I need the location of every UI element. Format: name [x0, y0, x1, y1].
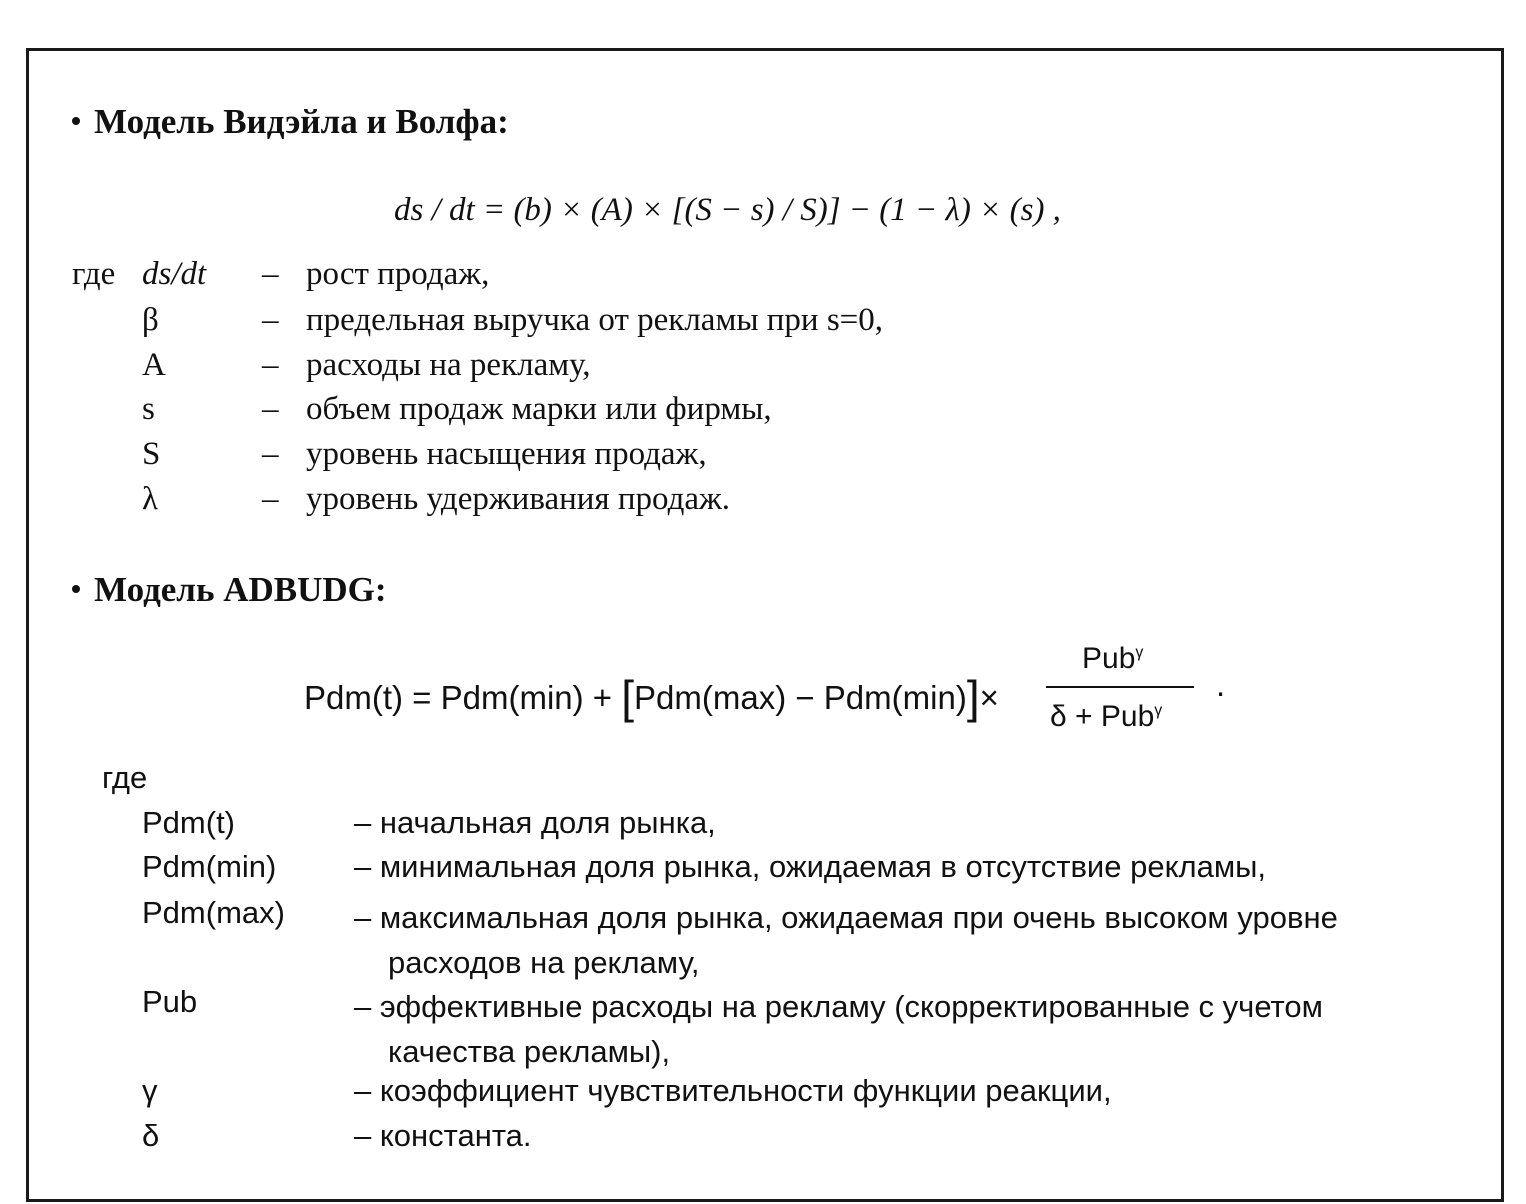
- bracket-content: Pdm(max) − Pdm(min): [634, 679, 967, 716]
- fraction-numerator: [1082, 642, 1143, 676]
- def-text-line: – коэффициент чувствительности функции реакции,: [354, 1073, 1112, 1108]
- def-text: [354, 849, 1266, 885]
- def-text: уровень насыщения продаж,: [306, 436, 707, 472]
- def-text: [354, 984, 1323, 1074]
- def-dash: –: [262, 391, 279, 427]
- fraction-denominator: [1050, 700, 1162, 734]
- fraction-line: [1046, 686, 1194, 688]
- formula-lhs: Pdm(t) = Pdm(min) +: [304, 679, 613, 716]
- def-text: [354, 805, 716, 841]
- def-symbol: Pdm(min): [142, 849, 277, 884]
- section1-where-label: где: [72, 256, 116, 292]
- section2-heading: [72, 570, 387, 610]
- formula-end-mark: .: [1216, 666, 1226, 703]
- def-symbol: Pub: [142, 984, 198, 1019]
- section1-heading-text: Модель Видэйла и Волфа:: [94, 102, 509, 141]
- def-dash: –: [262, 481, 279, 517]
- def-text: [354, 1118, 532, 1154]
- def-text: объем продаж марки или фирмы,: [306, 391, 772, 427]
- section2-where-label: где: [102, 760, 148, 795]
- def-symbol: β: [142, 302, 159, 338]
- denominator-text: δ + Pub: [1050, 700, 1155, 733]
- def-text: предельная выручка от рекламы при s=0,: [306, 302, 884, 338]
- def-symbol: Pdm(t): [142, 805, 235, 840]
- bullet-icon: [72, 585, 80, 593]
- def-symbol: Pdm(max): [142, 895, 285, 930]
- times-sign: ×: [979, 679, 999, 716]
- def-symbol: γ: [142, 1073, 158, 1108]
- vidale-wolfe-formula: ds / dt = (b) × (A) × [(S − s) / S)] − (1 − λ) × (s) ,: [394, 192, 1061, 228]
- def-dash: –: [262, 256, 279, 292]
- def-text: [354, 1073, 1112, 1109]
- def-text-line: – максимальная доля рынка, ожидаемая при очень высоком уровне: [354, 900, 1338, 935]
- def-text: уровень удерживания продаж.: [306, 481, 731, 517]
- def-dash: –: [262, 436, 279, 472]
- numerator-exponent: γ: [1135, 644, 1144, 661]
- def-text-continuation: качества рекламы),: [388, 1034, 671, 1069]
- def-symbol: λ: [142, 481, 159, 517]
- def-text-line: – константа.: [354, 1118, 532, 1153]
- bullet-icon: [72, 117, 80, 125]
- def-text: рост продаж,: [306, 256, 490, 292]
- def-text-continuation: расходов на рекламу,: [388, 945, 700, 980]
- def-symbol: S: [142, 436, 161, 472]
- def-symbol: δ: [142, 1118, 160, 1153]
- def-dash: –: [262, 347, 279, 383]
- def-symbol: A: [142, 347, 166, 383]
- def-text: [354, 895, 1338, 985]
- denominator-exponent: γ: [1154, 702, 1163, 719]
- def-text-line: – минимальная доля рынка, ожидаемая в отсутствие рекламы,: [354, 849, 1267, 884]
- bracket-close: ]: [966, 671, 980, 723]
- section1-heading: [72, 102, 509, 142]
- bracket-open: [: [621, 671, 635, 723]
- def-dash: –: [262, 302, 279, 338]
- def-text-line: – начальная доля рынка,: [354, 805, 716, 840]
- numerator-text: Pub: [1082, 642, 1136, 675]
- section2-heading-text: Модель ADBUDG:: [94, 570, 387, 609]
- def-text: расходы на рекламу,: [306, 347, 591, 383]
- def-symbol: s: [142, 391, 155, 427]
- def-symbol: ds/dt: [142, 256, 207, 292]
- def-text-line: – эффективные расходы на рекламу (скорректированные с учетом: [354, 989, 1323, 1024]
